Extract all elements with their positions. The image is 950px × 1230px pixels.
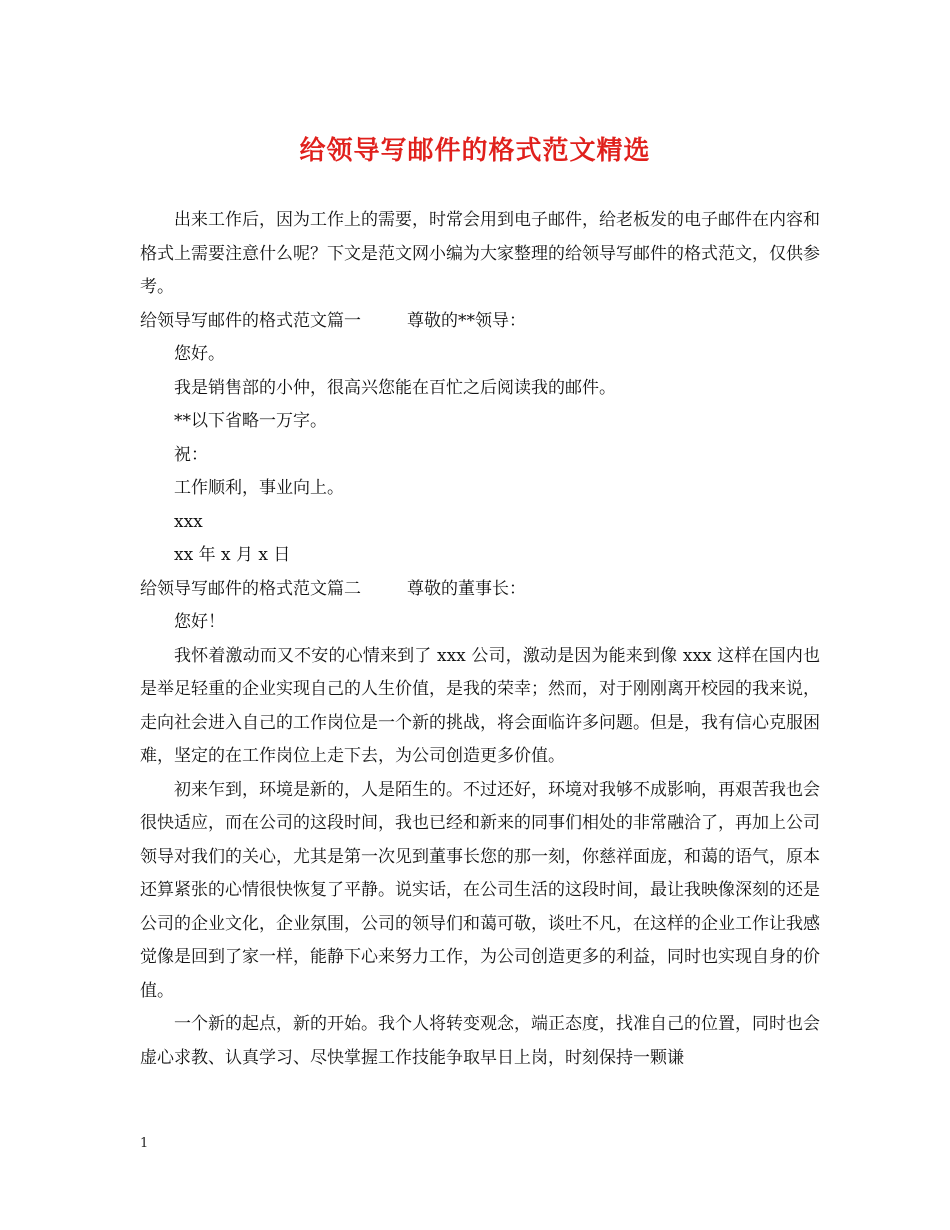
sample2-paragraph: 一个新的起点，新的开始。我个人将转变观念，端正态度，找准自己的位置，同时也会虚心求教、认真学习、尽快掌握工作技能争取早日上岗，时刻保持一颗谦	[140, 1014, 820, 1068]
intro-paragraph: 出来工作后，因为工作上的需要，时常会用到电子邮件，给老板发的电子邮件在内容和格式上需要注意什么呢？下文是范文网小编为大家整理的给领导写邮件的格式范文，仅供参考。	[140, 210, 820, 297]
sample1-date: xx 年 x 月 x 日	[174, 545, 291, 565]
sample1-line: **以下省略一万字。	[174, 411, 327, 431]
sample1-line: 祝：	[174, 444, 208, 465]
page-title: 给领导写邮件的格式范文精选	[299, 136, 651, 166]
sample1-heading-line	[140, 305, 820, 339]
sample1-heading: 给领导写邮件的格式范文篇一	[140, 310, 361, 331]
sample2-heading-line	[140, 573, 820, 607]
sample2-paragraph: 初来乍到，环境是新的，人是陌生的。不过还好，环境对我够不成影响，再艰苦我也会很快适应，而在公司的这段时间，我也已经和新来的同事们相处的非常融洽了，再加上公司领导对我们的关心，尤其是第一次见到董事长您的那一刻，你慈祥面庞，和蔼的语气，原本还算紧张的心情很快恢复了平静。说实话，在公司生活的这段时间，最让我映像深刻的还是公司的企业文化，企业氛围，公司的领导们和蔼可敬，谈吐不凡，在这样的企业工作让我感觉像是回到了家一样，能静下心来努力工作，为公司创造更多的利益，同时也实现自身的价值。	[140, 779, 820, 1001]
sample2-paragraph: 我怀着激动而又不安的心情来到了 xxx 公司，激动是因为能来到像 xxx 这样在国内也是举足轻重的企业实现自己的人生价值，是我的荣幸；然而，对于刚刚离开校园的我来说，走向社会进入自己的工作岗位是一个新的挑战，将会面临许多问题。但是，我有信心克服困难，坚定的在工作岗位上走下去，为公司创造更多价值。	[140, 645, 820, 766]
sample1-salutation: 尊敬的**领导：	[407, 310, 526, 331]
document-body	[140, 204, 820, 1075]
sample1-line: 我是销售部的小仲，很高兴您能在百忙之后阅读我的邮件。	[174, 377, 616, 398]
sample2-heading: 给领导写邮件的格式范文篇二	[140, 578, 361, 599]
sample1-line: 工作顺利，事业向上。	[174, 478, 344, 498]
sample1-signature: xxx	[174, 511, 203, 532]
sample1-line: 您好。	[174, 344, 225, 364]
page-number: 1	[140, 1136, 149, 1151]
sample2-greeting: 您好！	[174, 612, 225, 632]
sample2-salutation: 尊敬的董事长：	[407, 578, 526, 599]
